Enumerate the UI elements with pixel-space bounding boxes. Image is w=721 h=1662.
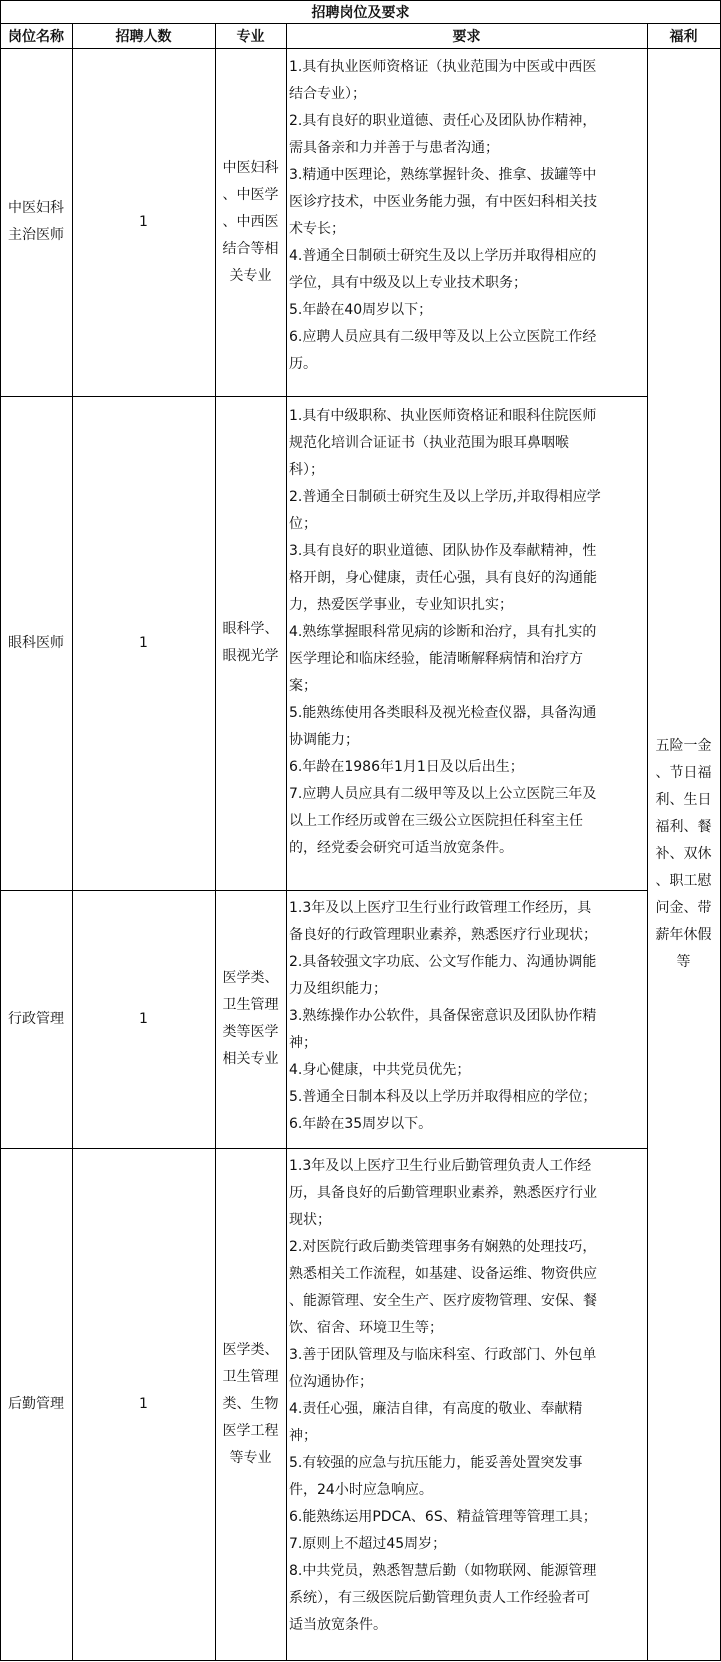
table-row-4-count: 1 <box>139 1395 148 1412</box>
table-row-4-major <box>215 1148 286 1660</box>
requirement-line: 神； <box>289 1428 317 1444</box>
requirement-line: 7.原则上不超过45周岁； <box>289 1536 447 1552</box>
major-line: 眼视光学 <box>222 648 279 664</box>
requirement-line: 规范化培训合证证书（执业范围为眼耳鼻咽喉 <box>289 435 569 451</box>
requirement-line: 力，热爱医学事业，专业知识扎实； <box>289 597 513 613</box>
requirement-line: 2.普通全日制硕士研究生及以上学历,并取得相应学 <box>289 489 601 505</box>
requirement-line: 历，具备良好的后勤管理职业素养，熟悉医疗行业 <box>289 1185 597 1201</box>
major-line: 结合等相 <box>222 240 279 257</box>
benefit-line: 福利、餐 <box>655 818 712 835</box>
table-row-3-requirements <box>289 895 597 1138</box>
table-row-4-requirements <box>289 1153 597 1639</box>
requirement-line: 5.能熟练使用各类眼科及视光检查仪器，具备沟通 <box>289 705 597 721</box>
requirement-line: 1.3年及以上医疗卫生行业行政管理工作经历，具 <box>289 900 592 916</box>
requirement-line: 现状； <box>289 1212 331 1228</box>
requirement-line: 医学理论和临床经验，能清晰解释病情和治疗方 <box>289 651 583 667</box>
requirement-line: 备良好的行政管理职业素养，熟悉医疗行业现状； <box>289 927 597 943</box>
requirement-line: 7.应聘人员应具有二级甲等及以上公立医院三年及 <box>289 786 597 802</box>
benefit-line: 利、生日 <box>655 791 712 808</box>
major-line: 医学工程 <box>222 1422 279 1439</box>
table-row-3-position: 行政管理 <box>8 1010 64 1027</box>
requirement-line: 需具备亲和力并善于与患者沟通； <box>289 140 499 156</box>
requirement-line: 6.应聘人员应具有二级甲等及以上公立医院工作经 <box>289 329 597 345</box>
benefit-line: 补、双休 <box>655 845 712 862</box>
requirement-line: 件，24小时应急响应。 <box>289 1482 433 1498</box>
table-row-2-major <box>215 396 286 890</box>
requirement-line: 适当放宽条件。 <box>289 1617 387 1633</box>
major-line: 类、生物 <box>222 1395 279 1412</box>
table-border-bottom <box>0 1660 721 1661</box>
benefit-line: 等 <box>676 953 691 970</box>
table-row-3-count: 1 <box>139 1010 148 1027</box>
requirement-line: 6.能熟练运用PDCA、6S、精益管理等管理工具； <box>289 1509 597 1525</box>
benefit-line: 薪年休假 <box>655 926 712 943</box>
position-line: 主治医师 <box>8 227 64 243</box>
requirement-line: 术专长； <box>289 221 345 237</box>
requirement-line: 力及组织能力； <box>289 981 387 997</box>
table-row-2-requirements <box>289 403 601 862</box>
requirement-line: 5.有较强的应急与抗压能力，能妥善处置突发事 <box>289 1455 583 1471</box>
header-count: 招聘人数 <box>115 28 172 45</box>
major-line: 、中西医 <box>222 213 279 230</box>
requirement-line: 4.身心健康，中共党员优先； <box>289 1062 471 1078</box>
benefit-line: 五险一金 <box>655 737 712 754</box>
major-line: 等专业 <box>229 1449 272 1466</box>
requirement-line: 3.具有良好的职业道德、团队协作及奉献精神，性 <box>289 543 597 559</box>
header-requirements: 要求 <box>452 28 481 45</box>
requirement-line: 1.具有执业医师资格证（执业范围为中医或中西医 <box>289 59 597 75</box>
table-row-1-count: 1 <box>139 213 148 230</box>
requirement-line: 熟悉相关工作流程，如基建、设备运维、物资供应 <box>289 1266 597 1282</box>
table-row-2-count: 1 <box>139 634 148 651</box>
major-line: 眼科学、 <box>222 621 279 637</box>
requirement-line: 的，经党委会研究可适当放宽条件。 <box>289 840 513 856</box>
major-line: 医学类、 <box>222 1341 279 1358</box>
benefit-line: 问金、带 <box>655 899 712 916</box>
requirement-line: 5.年龄在40周岁以下； <box>289 302 433 318</box>
major-line: 医学类、 <box>222 970 279 986</box>
requirement-line: 6.年龄在35周岁以下。 <box>289 1116 433 1132</box>
requirement-line: 历。 <box>289 356 317 372</box>
requirement-line: 3.精通中医理论，熟练掌握针灸、推拿、拔罐等中 <box>289 167 597 183</box>
requirement-line: 格开朗，身心健康，责任心强，具有良好的沟通能 <box>289 570 597 586</box>
requirement-line: 医诊疗技术，中医业务能力强，有中医妇科相关技 <box>289 194 597 210</box>
header-major: 专业 <box>236 28 265 45</box>
benefit-line: 、节日福 <box>655 764 712 781</box>
requirement-line: 结合专业）； <box>289 86 366 102</box>
requirement-line: 科）； <box>289 462 324 478</box>
header-benefits: 福利 <box>669 28 698 45</box>
requirement-line: 饮、宿舍、环境卫生等； <box>289 1320 443 1336</box>
requirement-line: 案； <box>289 678 317 694</box>
requirement-line: 6.年龄在1986年1月1日及以后出生； <box>289 759 524 775</box>
table-title: 招聘岗位及要求 <box>311 5 410 21</box>
requirement-line: 2.具有良好的职业道德、责任心及团队协作精神， <box>289 113 597 129</box>
table-row-1-major <box>215 48 286 396</box>
table-row-2-position: 眼科医师 <box>8 634 64 651</box>
major-line: 类等医学 <box>222 1024 279 1040</box>
requirement-line: 神； <box>289 1035 317 1051</box>
requirement-line: 系统），有三级医院后勤管理负责人工作经验者可 <box>289 1590 590 1606</box>
major-line: 关专业 <box>229 267 272 284</box>
col-divider-3 <box>286 23 287 1661</box>
position-line: 中医妇科 <box>8 200 64 216</box>
requirement-line: 1.3年及以上医疗卫生行业后勤管理负责人工作经 <box>289 1158 592 1174</box>
table-row-1-position <box>0 48 72 396</box>
table-row-1-requirements <box>289 54 597 378</box>
requirement-line: 协调能力； <box>289 732 359 748</box>
requirement-line: 4.熟练掌握眼科常见病的诊断和治疗，具有扎实的 <box>289 624 597 640</box>
requirement-line: 位沟通协作； <box>289 1374 373 1390</box>
requirement-line: 3.熟练操作办公软件，具备保密意识及团队协作精 <box>289 1008 597 1024</box>
major-line: 相关专业 <box>222 1051 279 1067</box>
benefits-cell <box>647 48 720 1660</box>
requirement-line: 1.具有中级职称、执业医师资格证和眼科住院医师 <box>289 408 597 424</box>
requirement-line: 8.中共党员，熟悉智慧后勤（如物联网、能源管理 <box>289 1563 597 1579</box>
major-line: 卫生管理 <box>222 997 279 1013</box>
requirement-line: 位； <box>289 516 317 532</box>
requirement-line: 3.善于团队管理及与临床科室、行政部门、外包单 <box>289 1347 597 1363</box>
major-line: 卫生管理 <box>222 1368 279 1385</box>
requirement-line: 、能源管理、安全生产、医疗废物管理、安保、餐 <box>289 1293 597 1309</box>
requirement-line: 学位，具有中级及以上专业技术职务； <box>289 275 527 291</box>
major-line: 、中医学 <box>222 186 279 203</box>
requirement-line: 2.对医院行政后勤类管理事务有娴熟的处理技巧， <box>289 1239 597 1255</box>
requirement-line: 5.普通全日制本科及以上学历并取得相应的学位； <box>289 1089 597 1105</box>
requirement-line: 2.具备较强文字功底、公文写作能力、沟通协调能 <box>289 954 597 970</box>
benefit-line: 、职工慰 <box>655 872 712 889</box>
requirement-line: 4.普通全日制硕士研究生及以上学历并取得相应的 <box>289 248 597 264</box>
header-position: 岗位名称 <box>8 28 64 45</box>
requirement-line: 以上工作经历或曾在三级公立医院担任科室主任 <box>289 813 583 829</box>
table-row-3-major <box>215 890 286 1148</box>
table-row-4-position: 后勤管理 <box>8 1395 64 1412</box>
major-line: 中医妇科 <box>222 159 279 176</box>
requirement-line: 4.责任心强，廉洁自律，有高度的敬业、奉献精 <box>289 1401 583 1417</box>
